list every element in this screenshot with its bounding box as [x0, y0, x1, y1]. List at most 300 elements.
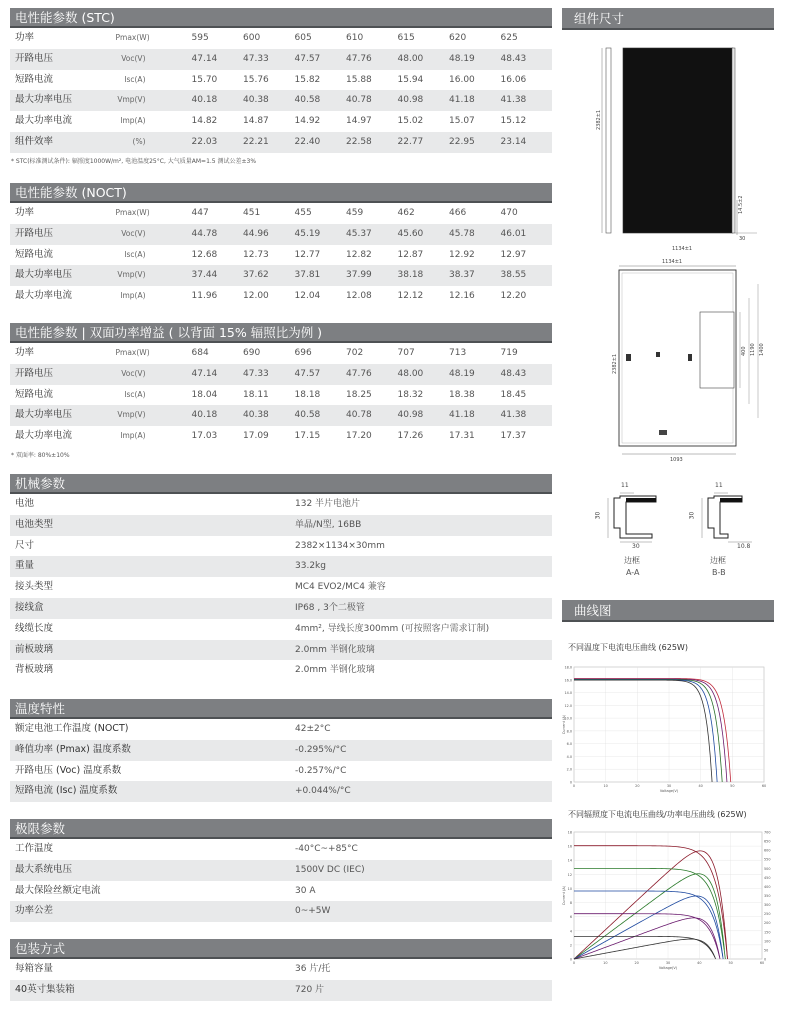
table-row — [10, 536, 552, 557]
param-value: 18.25 — [346, 389, 372, 400]
y-tick-label: 0 — [569, 780, 572, 785]
param-value: 22.21 — [243, 136, 269, 147]
param-value: 47.33 — [243, 368, 269, 379]
param-value: 47.14 — [191, 368, 218, 379]
jbox-1 — [626, 354, 631, 361]
x-tick-label: 60 — [759, 961, 765, 965]
table-row — [10, 660, 552, 681]
param-value: 451 — [243, 208, 261, 218]
param-value: 12.00 — [243, 291, 269, 302]
y2-tick-label: 0 — [764, 957, 767, 962]
side-view-drawing — [562, 30, 774, 252]
drawings-column — [562, 8, 774, 974]
y2-tick-label: 600 — [764, 848, 771, 853]
y-tick-label: 8.0 — [566, 729, 572, 734]
param-name: 功率 — [15, 207, 35, 218]
table-row — [10, 761, 552, 782]
param-value: 37.44 — [191, 270, 218, 281]
spec-value: -40°C~+85°C — [295, 844, 358, 854]
bifacial-section — [10, 323, 552, 474]
param-value: 46.01 — [500, 228, 527, 239]
back-height-label: 2382±1 — [612, 353, 618, 374]
table-row — [10, 405, 552, 426]
y2-tick-label: 400 — [764, 884, 771, 889]
spec-value: +0.044%/°C — [295, 786, 351, 797]
param-value: 48.00 — [397, 368, 424, 379]
param-value: 12.08 — [346, 291, 372, 302]
table-row — [10, 719, 552, 740]
param-unit: Vmp(V) — [117, 410, 146, 420]
y-tick-label: 12.0 — [564, 703, 572, 708]
param-value: 40.38 — [243, 410, 269, 421]
param-value: 44.78 — [191, 228, 218, 239]
param-value: 22.95 — [449, 136, 475, 147]
frame-aa-height: 30 — [594, 511, 602, 520]
x-tick-label: 50 — [730, 784, 735, 788]
spec-key: 接线盒 — [15, 601, 44, 613]
param-value: 17.31 — [449, 431, 475, 442]
param-value: 15.07 — [449, 116, 475, 127]
spec-key: 峰值功率 (Pmax) 温度系数 — [15, 743, 131, 755]
param-value: 12.68 — [191, 249, 218, 260]
param-name: 功率 — [15, 347, 35, 358]
spec-key: 开路电压 (Voc) 温度系数 — [15, 764, 122, 776]
param-value: 17.26 — [397, 431, 424, 442]
y-tick-label: 10.0 — [564, 716, 572, 721]
panel-front — [623, 48, 733, 233]
param-value: 455 — [294, 208, 312, 218]
x-tick-label: 0 — [572, 961, 576, 965]
stc-note: * STC(标准测试条件): 辐照度1000W/m², 电池温度25°C, 大气质量AM=1.5 测试公差±3% — [11, 157, 257, 165]
param-value: 17.03 — [191, 431, 218, 442]
table-row — [10, 343, 552, 364]
param-unit: Vmp(V) — [117, 270, 146, 280]
y2-tick-label: 700 — [764, 830, 771, 835]
param-value: 40.18 — [191, 95, 218, 106]
x-tick-label: 20 — [635, 784, 640, 788]
chart2 — [562, 824, 774, 974]
frame-aa-id: A-A — [626, 568, 640, 577]
noct-section — [10, 183, 552, 323]
param-value: 605 — [294, 33, 312, 43]
y-tick-label: 14.0 — [564, 691, 572, 696]
param-unit: Isc(A) — [124, 74, 146, 84]
x-tick-label: 30 — [665, 961, 671, 965]
y-tick-label: 2 — [569, 943, 572, 948]
param-value: 447 — [191, 208, 209, 218]
param-value: 17.37 — [500, 431, 527, 442]
param-value: 15.12 — [500, 116, 527, 127]
param-unit: Imp(A) — [120, 431, 146, 441]
table-row — [10, 980, 552, 1001]
table-row — [10, 224, 552, 245]
y-tick-label: 18 — [567, 830, 572, 835]
chart2-svg — [562, 824, 774, 974]
param-unit: Isc(A) — [124, 389, 146, 399]
table-row — [10, 781, 552, 802]
y2-tick-label: 550 — [764, 857, 771, 862]
param-value: 16.06 — [500, 74, 527, 85]
spec-value: MC4 EVO2/MC4 兼容 — [295, 582, 386, 593]
side-thk-label: 14.5±2 — [738, 195, 744, 214]
curves-title: 曲线图 — [562, 600, 774, 622]
table-row — [10, 49, 552, 70]
spec-value: 2382×1134×30mm — [295, 540, 385, 551]
spec-key: 额定电池工作温度 (NOCT) — [15, 723, 129, 734]
param-value: 620 — [449, 33, 467, 43]
param-value: 12.97 — [500, 249, 527, 260]
spec-key: 每箱容量 — [15, 963, 54, 974]
bifacial-note: * 双面率: 80%±10% — [11, 451, 70, 459]
frame-aa-bottom: 30 — [632, 543, 640, 550]
y2-tick-label: 50 — [764, 948, 769, 953]
param-name: 功率 — [15, 32, 35, 43]
param-value: 37.99 — [346, 270, 372, 281]
spec-value: -0.295%/°C — [295, 744, 347, 755]
param-name: 最大功率电流 — [15, 430, 73, 442]
param-value: 14.87 — [243, 116, 269, 127]
param-name: 开路电压 — [15, 227, 54, 239]
spec-key: 工作温度 — [15, 843, 54, 854]
param-value: 40.38 — [243, 95, 269, 106]
param-value: 47.57 — [294, 53, 321, 64]
jbox-3 — [688, 354, 692, 361]
param-value: 12.04 — [294, 291, 321, 302]
param-value: 48.19 — [449, 368, 475, 379]
spec-key: 40英寸集装箱 — [15, 983, 75, 995]
y-tick-label: 16.0 — [564, 678, 572, 683]
spec-key: 背板玻璃 — [15, 664, 54, 676]
param-value: 47.33 — [243, 53, 269, 64]
param-value: 44.96 — [243, 228, 269, 239]
back-view-drawing — [562, 258, 774, 478]
param-value: 22.58 — [346, 136, 372, 147]
table-row — [10, 385, 552, 406]
spec-key: 前板玻璃 — [15, 643, 54, 655]
back-width-label: 1134±1 — [662, 259, 683, 265]
param-value: 15.02 — [397, 116, 424, 127]
y-tick-label: 8 — [569, 901, 572, 906]
x-tick-label: 60 — [761, 784, 767, 788]
limits-title: 极限参数 — [10, 819, 552, 839]
bifacial-title: 电性能参数 | 双面功率增益 ( 以背面 15% 辐照比为例 ) — [10, 323, 552, 343]
param-value: 462 — [397, 208, 415, 218]
table-row — [10, 839, 552, 860]
param-unit: Pmax(W) — [115, 348, 150, 357]
table-row — [10, 740, 552, 761]
param-value: 713 — [449, 348, 467, 358]
param-value: 18.45 — [500, 389, 527, 400]
x-tick-label: 40 — [697, 961, 702, 965]
param-value: 45.19 — [294, 228, 321, 239]
dimensions-title: 组件尺寸 — [562, 8, 774, 30]
y2-tick-label: 650 — [764, 839, 771, 844]
param-name: 短路电流 — [15, 73, 54, 85]
param-name: 最大功率电压 — [15, 409, 73, 421]
x-tick-label: 10 — [603, 784, 608, 788]
param-unit: (%) — [132, 136, 146, 146]
param-value: 48.43 — [500, 53, 527, 64]
param-value: 17.20 — [346, 431, 372, 442]
y-tick-label: 6 — [569, 915, 572, 920]
y-tick-label: 14 — [567, 858, 572, 863]
param-unit: Voc(V) — [121, 368, 146, 378]
table-row — [10, 619, 552, 640]
mount-1400-label: 1400 — [759, 343, 765, 356]
y-tick-label: 12 — [567, 872, 572, 877]
param-name: 开路电压 — [15, 367, 54, 379]
param-value: 625 — [500, 33, 518, 43]
param-value: 615 — [397, 33, 415, 43]
param-unit: Pmax(W) — [115, 208, 150, 217]
param-value: 12.82 — [346, 249, 372, 260]
param-value: 41.18 — [449, 410, 475, 421]
param-value: 600 — [243, 33, 261, 43]
param-value: 40.18 — [191, 410, 218, 421]
frame-aa-caption: 边框 — [624, 556, 640, 565]
param-value: 15.94 — [397, 74, 424, 85]
param-value: 40.78 — [346, 95, 372, 106]
table-row — [10, 515, 552, 536]
chart1-title: 不同温度下电流电压曲线 (625W) — [568, 643, 688, 652]
spec-tables — [10, 8, 552, 1005]
limits-table — [10, 839, 552, 922]
spec-value: 2.0mm 半钢化玻璃 — [295, 665, 375, 676]
param-value: 12.77 — [294, 249, 321, 260]
spec-value: 42±2°C — [295, 724, 331, 734]
y-tick-label: 10 — [567, 886, 572, 891]
spec-key: 短路电流 (Isc) 温度系数 — [15, 785, 118, 797]
y2-tick-label: 350 — [764, 894, 771, 898]
param-value: 38.55 — [500, 270, 527, 281]
param-value: 47.57 — [294, 368, 321, 379]
spec-value: 0~+5W — [295, 906, 331, 917]
table-row — [10, 494, 552, 515]
noct-title: 电性能参数 (NOCT) — [10, 183, 552, 203]
table-row — [10, 577, 552, 598]
spec-key: 功率公差 — [15, 905, 54, 917]
table-row — [10, 245, 552, 266]
param-value: 12.73 — [243, 249, 269, 260]
back-bottom-label: 1093 — [670, 457, 683, 463]
param-value: 470 — [500, 208, 518, 218]
limits-section — [10, 819, 552, 939]
param-value: 22.77 — [397, 136, 424, 147]
y2-tick-label: 500 — [764, 866, 771, 871]
param-value: 41.18 — [449, 95, 475, 106]
frame-sections-svg — [562, 490, 774, 590]
param-value: 17.09 — [243, 431, 269, 442]
frame-bb-width: 11 — [715, 482, 723, 489]
param-value: 12.92 — [449, 249, 475, 260]
y2-tick-label: 100 — [764, 939, 771, 944]
param-value: 12.12 — [397, 291, 424, 302]
param-name: 最大功率电流 — [15, 290, 73, 302]
spec-value: 30 A — [295, 885, 316, 896]
side-width-label: 1134±1 — [672, 246, 693, 252]
table-row — [10, 426, 552, 447]
mechanical-table — [10, 494, 552, 681]
table-row — [10, 90, 552, 111]
param-value: 702 — [346, 348, 364, 358]
x-tick-label: 20 — [634, 961, 639, 965]
param-unit: Voc(V) — [121, 228, 146, 238]
param-unit: Imp(A) — [120, 291, 146, 301]
param-value: 22.40 — [294, 136, 321, 147]
param-value: 18.32 — [397, 389, 424, 400]
table-row — [10, 640, 552, 661]
param-unit: Imp(A) — [120, 116, 146, 126]
spec-key: 电池类型 — [15, 518, 54, 530]
param-name: 短路电流 — [15, 388, 54, 400]
x-tick-label: 30 — [666, 784, 672, 788]
frame-bb-id: B-B — [712, 568, 726, 577]
table-row — [10, 28, 552, 49]
param-name: 短路电流 — [15, 248, 54, 260]
x-axis-label: Voltage(V) — [658, 966, 678, 970]
temperature-table — [10, 719, 552, 802]
param-value: 38.37 — [449, 270, 475, 281]
param-value: 45.60 — [397, 228, 424, 239]
frame-bb-caption: 边框 — [710, 556, 726, 565]
spec-value: IP68 , 3个二极管 — [295, 602, 365, 613]
param-value: 18.11 — [243, 389, 269, 400]
spec-value: 2.0mm 半钢化玻璃 — [295, 644, 375, 655]
packing-table — [10, 959, 552, 1001]
temperature-title: 温度特性 — [10, 699, 552, 719]
y2-tick-label: 200 — [764, 921, 771, 926]
y2-tick-label: 250 — [764, 912, 771, 917]
param-value: 45.37 — [346, 228, 372, 239]
param-value: 15.82 — [294, 74, 321, 85]
param-value: 16.00 — [449, 74, 475, 85]
param-value: 15.88 — [346, 74, 372, 85]
y-axis-label: Current (A) — [562, 885, 566, 906]
param-value: 15.76 — [243, 74, 269, 85]
bifacial-table — [10, 343, 552, 447]
y2-tick-label: 300 — [764, 903, 771, 908]
spec-value: 单晶/N型, 16BB — [295, 519, 362, 530]
param-value: 40.58 — [294, 410, 321, 421]
param-value: 17.15 — [294, 431, 321, 442]
table-row — [10, 70, 552, 91]
param-unit: Pmax(W) — [115, 33, 150, 42]
side-height-label: 2382±1 — [596, 109, 602, 130]
param-value: 47.76 — [346, 53, 372, 64]
side-frame-label: 30 — [739, 236, 746, 242]
param-value: 11.96 — [191, 291, 218, 302]
param-value: 595 — [191, 33, 209, 43]
param-value: 14.82 — [191, 116, 218, 127]
param-value: 14.97 — [346, 116, 372, 127]
param-name: 最大功率电流 — [15, 115, 73, 127]
spec-value: 4mm², 导线长度300mm (可按照客户需求订制) — [295, 623, 490, 634]
chart2-title: 不同辐照度下电流电压曲线/功率电压曲线 (625W) — [568, 810, 747, 819]
frame-sections — [562, 482, 774, 590]
param-value: 459 — [346, 208, 364, 218]
spec-key: 尺寸 — [15, 539, 35, 551]
y-tick-label: 4.0 — [566, 754, 572, 759]
x-tick-label: 50 — [728, 961, 733, 965]
mount-bracket — [700, 312, 734, 388]
param-value: 15.70 — [191, 74, 218, 85]
param-value: 18.04 — [191, 389, 218, 400]
table-row — [10, 881, 552, 902]
param-value: 48.43 — [500, 368, 527, 379]
table-row — [10, 364, 552, 385]
param-unit: Isc(A) — [124, 249, 146, 259]
x-tick-label: 40 — [698, 784, 703, 788]
table-row — [10, 860, 552, 881]
x-tick-label: 0 — [572, 784, 576, 788]
param-value: 40.98 — [397, 410, 424, 421]
param-name: 组件效率 — [15, 135, 54, 147]
spec-key: 线缆长度 — [15, 622, 54, 634]
mount-400-label: 400 — [741, 346, 747, 356]
y-tick-label: 4 — [569, 929, 572, 934]
param-name: 最大功率电压 — [15, 269, 73, 281]
spec-value: 36 片/托 — [295, 964, 331, 974]
param-value: 48.00 — [397, 53, 424, 64]
y-tick-label: 16 — [567, 844, 572, 849]
noct-table — [10, 203, 552, 307]
stc-section — [10, 8, 552, 183]
param-value: 707 — [397, 348, 415, 358]
y-axis-label: Current (A) — [562, 714, 566, 735]
param-value: 719 — [500, 348, 518, 358]
frame-aa-profile — [608, 493, 656, 542]
param-value: 37.81 — [294, 270, 321, 281]
frame-bb-profile — [702, 493, 752, 542]
spec-key: 重量 — [15, 560, 35, 572]
param-value: 22.03 — [191, 136, 218, 147]
param-unit: Voc(V) — [121, 53, 146, 63]
stc-table — [10, 28, 552, 153]
param-value: 12.20 — [500, 291, 527, 302]
param-value: 23.14 — [500, 136, 527, 147]
x-axis-label: Voltage(V) — [659, 789, 679, 793]
param-value: 12.87 — [397, 249, 424, 260]
param-value: 18.38 — [449, 389, 475, 400]
y-tick-label: 6.0 — [566, 742, 572, 747]
drain-hole — [659, 430, 667, 435]
param-name: 最大功率电压 — [15, 94, 73, 106]
spec-value: -0.257%/°C — [295, 765, 347, 776]
param-value: 48.19 — [449, 53, 475, 64]
param-value: 45.78 — [449, 228, 475, 239]
spec-key: 最大保险丝额定电流 — [15, 884, 101, 896]
temperature-section — [10, 699, 552, 819]
param-value: 696 — [294, 348, 312, 358]
param-value: 47.76 — [346, 368, 372, 379]
table-row — [10, 901, 552, 922]
table-row — [10, 265, 552, 286]
jbox-2 — [656, 352, 660, 357]
mechanical-title: 机械参数 — [10, 474, 552, 494]
chart1 — [562, 659, 774, 799]
mechanical-section — [10, 474, 552, 699]
frame-bb-bottom: 10.8 — [737, 543, 751, 550]
frame-bb-height: 30 — [688, 511, 696, 520]
param-value: 14.92 — [294, 116, 321, 127]
mount-1190-label: 1190 — [750, 343, 756, 356]
table-row — [10, 203, 552, 224]
table-row — [10, 132, 552, 153]
packing-title: 包装方式 — [10, 939, 552, 959]
param-value: 684 — [191, 348, 209, 358]
spec-key: 电池 — [15, 498, 35, 509]
table-row — [10, 556, 552, 577]
